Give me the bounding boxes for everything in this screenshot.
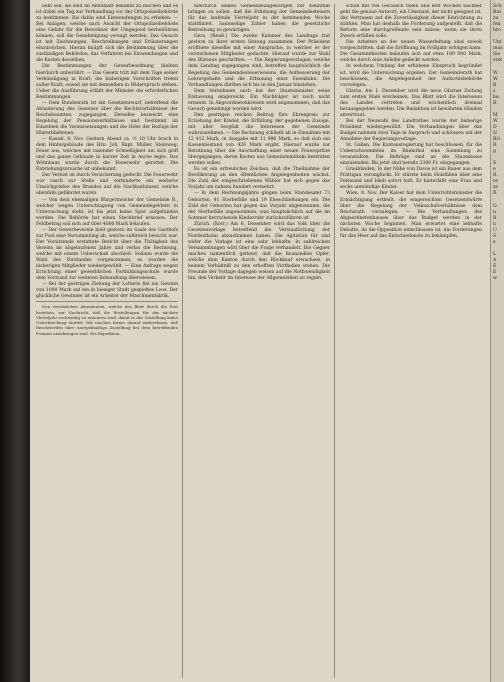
article-paragraph: beln soll; sie sind im Amtsblatt bekannt zu machen und es ist dabei ein Tag zur Verhandlung vor der Ortspolizeibehörde zu bestimmen. Bis dahin sind Einwendungen zu erheben. — Bei Anlagen, welche nach Ansicht der Ortspolizeibehörde eine Gefahr für die Bewohner der Umgegend herbeiführen können, soll die Genehmigung versagt werden. Das Gesuch ist mit Zeichnungen, Beschreibungen und Erläuterungen einzureichen. Hieran knüpft sich die Bestimmung über die zuständigen Behörden, das Verfahren bei Einwendungen und die Kosten desselben. [36, 4, 178, 64]
article-paragraph: Bei der Neuwahl des Landrathes wurde der bisherige Präsident wiedergewählt. Die Verhandlungen über das Budget nahmen zwei Tage in Anspruch und schlossen mit der Annahme der Regierungsvorlage. [340, 118, 482, 143]
column-divider [334, 4, 335, 678]
article-paragraph: Es ist ein erfreuliches Zeichen, daß die Theilnahme der Bevölkerung an den öffentlichen Angelegenheiten wächst. Die Zahl der eingeschriebenen Wähler hat sich gegen das Vorjahr um nahezu hundert vermehrt. [188, 167, 330, 191]
article-paragraph: — Von dem ehemaligen Bürgermeister der Gemeinde B., welcher wegen Unterschlagung von Gemeindegeldern in Untersuchung steht, ist bis jetzt keine Spur aufgefunden worden. Die Behörde hat einen Steckbrief erlassen. Der Fehlbetrag soll sich auf über 4000 Mark belaufen. [36, 197, 178, 227]
column-divider [182, 4, 183, 678]
text-column-1 [36, 4, 178, 680]
article-paragraph: St. Gallen. Die Kantonsregierung hat beschlossen, für die Ueberschwemmten im Rheinthal eine Sammlung zu veranstalten. Die Beiträge sind an die Staatskasse einzusenden. Bis jetzt sind bereits 2300 Fr. eingegangen. [340, 143, 482, 167]
article-paragraph: Die Bestimmungen der Gewerbeordnung bleiben hierdurch unberührt. — Das Gesetz tritt mit dem Tage seiner Verkündigung in Kraft; die bisherigen Vorschriften treten außer Kraft, soweit sie mit demselben in Widerspruch stehen. Ueber die Ausführung erläßt der Minister die erforderlichen Bestimmungen. [36, 64, 178, 100]
article-paragraph: Gera. (Reuß.) Die zweite Kammer des Landtags trat gestern zu ihrer ersten Sitzung zusammen. Der Präsident eröffnete dieselbe mit einer Ansprache, in welcher er der verstorbenen Mitglieder gedachte. Hierauf wurde zur Wahl des Büreaus geschritten. — Die Regierungsvorlagen, welche dem Landtag zugegangen sind, betreffen hauptsächlich die Regelung des Gemeindesteuerwesens, die Aufbesserung der Lehrergehalte und die Erbauung einer Eisenbahn. Die Verhandlungen dürften sich bis in den Januar hinziehen. [188, 34, 330, 88]
book-binding-edge [0, 0, 30, 682]
text-column-2 [188, 4, 330, 680]
article-paragraph: Glarus. Am 1. Dezember wird die neue Glarner Zeitung zum ersten Male erscheinen. Das Blatt wird die Interessen des Landes vertreten und wöchentlich dreimal herausgegeben werden. Die Redaktion ist bewährten Händen anvertraut. [340, 88, 482, 118]
newspaper-page [30, 0, 490, 682]
adjacent-page-text-fragment: Sch Bul zu fen bro Unt mus Sie erst W W B s be R M W D N Bri R g S e R re ze R G n B n U S e L A E E w [493, 4, 503, 282]
article-paragraph: — Bei der gestrigen Ziehung der Lotterie fiel ein Gewinn von 1000 Mark auf ein in hiesiger Stadt gespieltes Loos. Der glückliche Gewinner ist ein Arbeiter der Maschinenfabrik. [36, 282, 178, 300]
article-paragraph: Dem Vernehmen nach hat der Staatsminister seine Entlassung eingereicht. Ein Nachfolger ist noch nicht ernannt. In Abgeordnetenkreisen wird angenommen, daß das Gesuch genehmigt werden wird. [188, 88, 330, 112]
article-paragraph: Zürich. (Korr.) Am 6. Dezember wird das Volk über die Gesetzesvorlage betreffend die Verstaatlichung der Nordostbahn abzustimmen haben. Die Agitation für und wider die Vorlage ist eine sehr lebhafte. In zahlreichen Versammlungen wird über die Frage verhandelt. Die Gegner machen namentlich geltend, daß die finanziellen Opfer, welche dem Kanton durch den Rückkauf erwachsen, in keinem Verhältniß zu den erhofften Vortheilen stehen. Die Freunde der Vorlage dagegen weisen auf die Nothwendigkeit hin, den Verkehr im Interesse der Allgemeinheit zu regeln. [188, 221, 330, 282]
article-paragraph: — Dem Bundesrath ist ein Gesetzentwurf, betreffend die Abänderung des Gesetzes über die Rechtsverhältnisse der Reichsbeamten, zugegangen. Derselbe bezweckt eine Regelung der Pensionsverhältnisse und bestimmt im Einzelnen die Voraussetzungen und die Höhe der Bezüge der Hinterbliebenen. [36, 100, 178, 136]
article-paragraph: Wien, 8. Nov. Der Kaiser hat dem Unterrichtsminister die Ermächtigung ertheilt, die eingereichten Gesetzentwürfe über die Regelung der Volksschulverhältnisse dem Reichsrath vorzulegen. — Die Verhandlungen des Abgeordnetenhauses über das Budget werden in der nächsten Woche beginnen. Man erwartet eine lebhafte Debatte, da die Opposition entschlossen ist, die Forderungen für das Heer auf das Entschiedenste zu bekämpfen. [340, 191, 482, 239]
article-paragraph: Die Arbeiten an der neuen Wasserleitung sind soweit vorgeschritten, daß die Eröffnung im Frühjahr erfolgen kann. Die Gesammtkosten belaufen sich auf etwa 180 000 Mark, welche durch eine Anleihe gedeckt werden. [340, 40, 482, 64]
article-paragraph: In welchem Umfang der erhobene Einspruch begründet ist, wird die Untersuchung ergeben. Der Gemeinderath hat beschlossen, die Angelegenheit der Aufsichtsbehörde vorzulegen. [340, 64, 482, 88]
article-paragraph: Graubünden. In der Nähe von Davos ist ein Bauer aus dem Prättigau verunglückt. Er stürzte beim Holzfällen über eine Felswand und blieb sofort todt. Er hinterläßt eine Frau und sechs unmündige Kinder. [340, 167, 482, 191]
article-paragraph: — Der Gewerbeverein hielt gestern im Saale des Gasthofs zur Post eine Versammlung ab, welche zahlreich besucht war. Der Vorsitzende erstattete Bericht über die Thätigkeit des Vereins im abgelaufenen Jahre und verlas die Rechnung, welche mit einem Ueberschuß abschloß. Sodann wurde die Wahl des Vorstandes vorgenommen; es wurden die bisherigen Mitglieder wiedergewählt. — Eine Anfrage wegen Errichtung einer gewerblichen Fortbildungsschule wurde dem Vorstand zur weiteren Behandlung überwiesen. [36, 227, 178, 282]
adjacent-page-edge [490, 0, 504, 682]
article-paragraph: schon mit viel Geräusch fallen und erst Wochen nachher geht die genaue Antwort, ein Umstand, der nicht geeignet ist, das Vertrauen auf die Zuverlässigkeit dieser Einrichtung zu stärken. Man hat deshalb die Forderung aufgestellt, daß die Reform eine durchgreifende sein müsse, wenn sie ihren Zweck erfüllen solle. [340, 4, 482, 40]
article-paragraph: Der Verlust ist durch Versicherung gedeckt. Die Feuerwehr war rasch zur Stelle und verhinderte ein weiteres Umsichgreifen des Brandes auf die Nachbarhäuser, welche ebenfalls gefährdet waren. [36, 173, 178, 197]
fine-print-notice: Den verehrlichen Abonnenten, welche das Blatt durch die Post beziehen, zur Nachricht, daß die Bestellungen für das nächste Vierteljahr rechtzeitig zu erneuern sind, damit in der Zustellung keine Unterbrechung eintritt. Wir machen ferner darauf aufmerksam, daß Beschwerden über unregelmäßige Zustellung bei dem betreffenden Postamt anzubringen sind. Die Expedition. [36, 301, 178, 336]
article-paragraph: — Kassel, 8. Nov. Gestern Abend ca. ½ 10 Uhr brach in dem Hintergebäude des Hrn. Joh. Bapt. Müller, Steinweg, Feuer aus, welches mit rasender Schnelligkeit um sich griff und das ganze Gebäude in kurzer Zeit in Asche legte. Das Wohnhaus wurde durch die Feuerwehr gerettet. Die Entstehungsursache ist unbekannt. [36, 137, 178, 173]
article-paragraph: — In dem Rechnungsjahre gingen beim Standesamt 73 Geburten, 41 Sterbefälle und 19 Eheschließungen ein. Die Zahl der Geburten hat gegen das Vorjahr abgenommen, die der Sterbefälle zugenommen, was hauptsächlich auf die im Sommer herrschende Kinderruhr zurückzuführen ist. [188, 191, 330, 221]
text-column-3 [340, 4, 482, 680]
article-paragraph: Den gestrigen reichen Beitrag fürs Ehrenpreis zur Erziehung der Kinder, die Erfüllung der gegebenen Zusage, mit aller Sorgfalt die Interessen der Gemeinde wahrzunehmen. — Die Rechnung schließt ab in Einnahme mit 12 412 Mark, in Ausgabe mit 11 986 Mark, so daß sich ein Kassenbestand von 426 Mark ergibt. Hierauf wurde zur Berathung über die Anschaffung einer neuen Feuerspritze übergegangen, deren Kosten aus Gemeindemitteln bestritten werden sollen. [188, 112, 330, 167]
article-paragraph: hierdurch seinen Gemeindeangehörigen zur Kenntniß bringen zu sollen, daß die Erhebung der Gemeindesteuern für das laufende Vierteljahr in der kommenden Woche stattfindet. Saumselige Zahler haben die gesetzliche Beitreibung zu gewärtigen. [188, 4, 330, 34]
